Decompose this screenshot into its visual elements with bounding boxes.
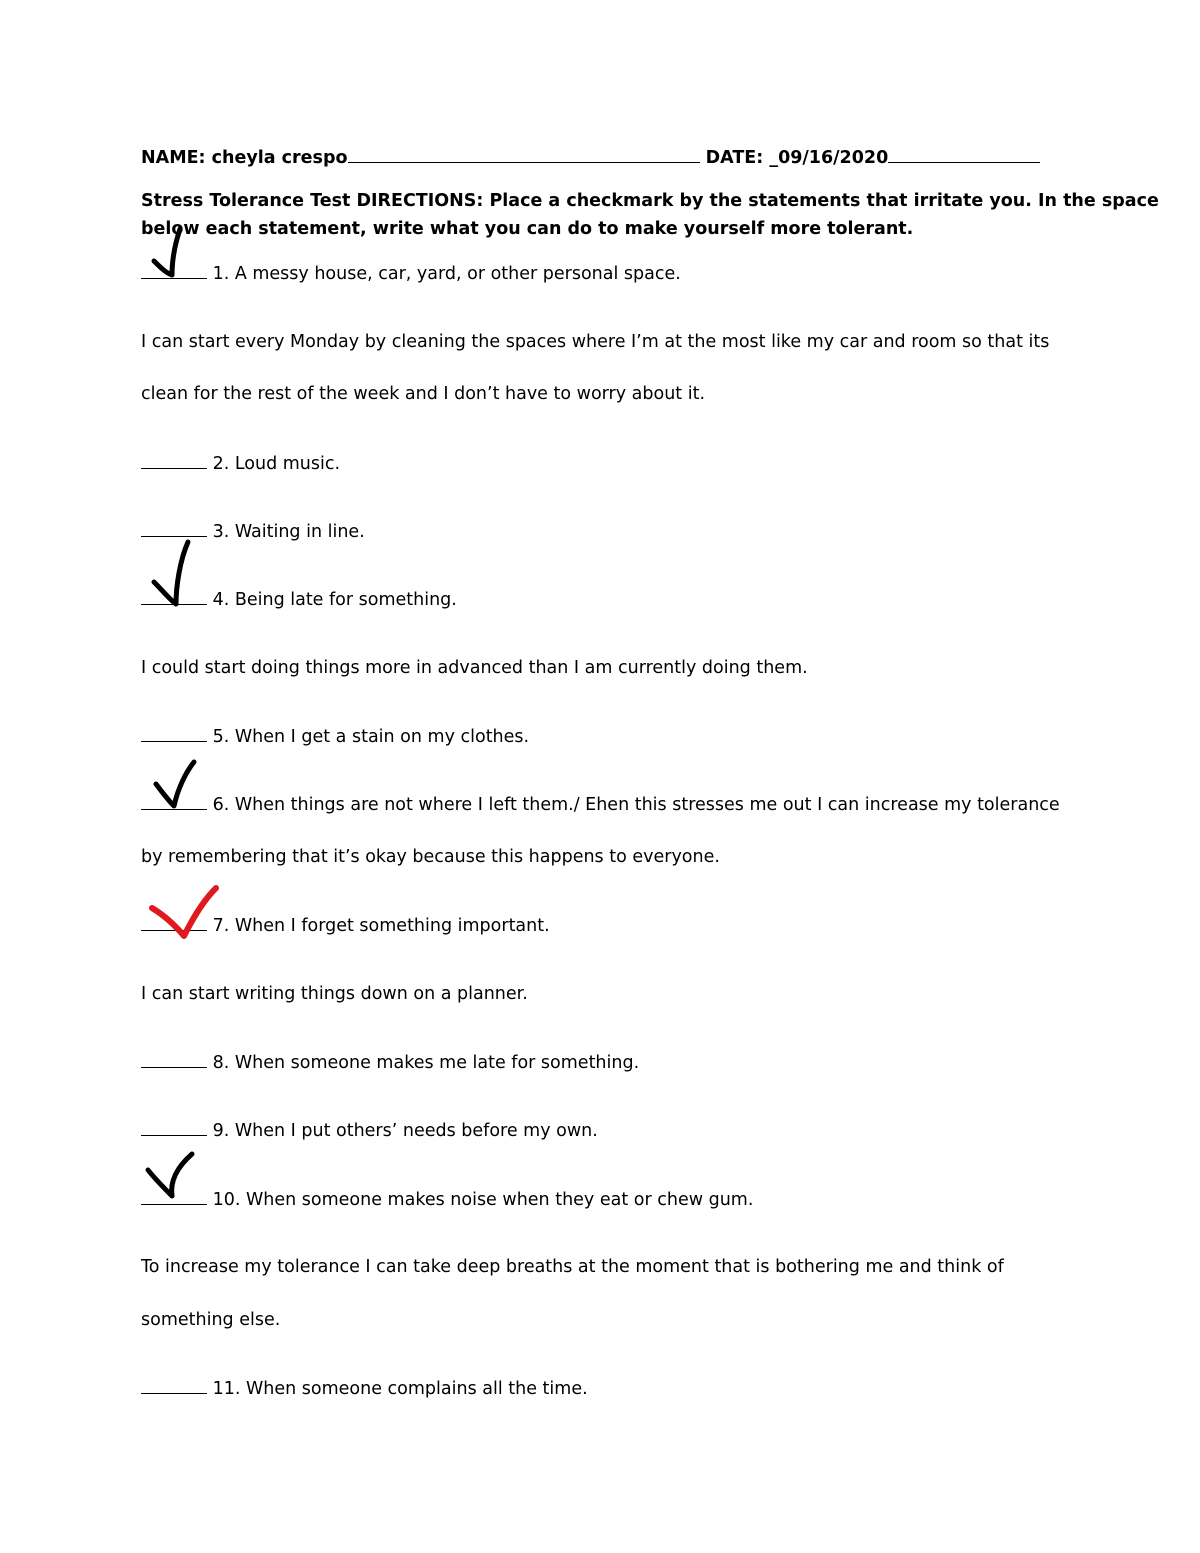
date-value[interactable]: _09/16/2020 xyxy=(769,148,889,168)
item-text: 9. When I put others’ needs before my own. xyxy=(212,1121,598,1141)
check-blank[interactable] xyxy=(141,1377,207,1394)
item-text: 7. When I forget something important. xyxy=(212,916,550,936)
item-text: 11. When someone complains all the time. xyxy=(212,1379,588,1399)
item-4 xyxy=(141,588,457,611)
date-label: DATE: xyxy=(705,148,764,168)
item-text: 6. When things are not where I left them./ Ehen this stresses me out I can increase my tolerance xyxy=(212,795,1060,815)
check-blank[interactable] xyxy=(141,588,207,605)
check-blank[interactable] xyxy=(141,520,207,537)
answer-10-line-2: something else. xyxy=(141,1310,281,1330)
name-underline xyxy=(348,146,700,163)
item-text: 8. When someone makes me late for something. xyxy=(212,1053,640,1073)
check-blank[interactable] xyxy=(141,1188,207,1205)
item-7 xyxy=(141,914,550,937)
item-11 xyxy=(141,1377,588,1400)
item-text: 1. A messy house, car, yard, or other personal space. xyxy=(212,264,681,284)
item-text: 3. Waiting in line. xyxy=(212,522,365,542)
answer-4: I could start doing things more in advanced than I am currently doing them. xyxy=(141,658,808,678)
item-text: 10. When someone makes noise when they eat or chew gum. xyxy=(212,1190,754,1210)
name-value[interactable]: cheyla crespo xyxy=(211,148,348,168)
header-line xyxy=(141,146,1040,169)
check-blank[interactable] xyxy=(141,725,207,742)
check-blank[interactable] xyxy=(141,914,207,931)
check-blank[interactable] xyxy=(141,1119,207,1136)
check-blank[interactable] xyxy=(141,452,207,469)
check-blank[interactable] xyxy=(141,793,207,810)
answer-7: I can start writing things down on a planner. xyxy=(141,984,528,1004)
answer-1-line-2: clean for the rest of the week and I don’t have to worry about it. xyxy=(141,384,706,404)
item-10 xyxy=(141,1188,753,1211)
item-text: 5. When I get a stain on my clothes. xyxy=(212,727,530,747)
item-text: 2. Loud music. xyxy=(212,454,341,474)
answer-6-continuation: by remembering that it’s okay because this happens to everyone. xyxy=(141,847,720,867)
item-2 xyxy=(141,452,340,475)
name-label: NAME: xyxy=(141,148,206,168)
item-5 xyxy=(141,725,529,748)
directions-line-1: Stress Tolerance Test DIRECTIONS: Place a checkmark by the statements that irritate you. In the space xyxy=(141,191,1159,211)
directions-line-2: below each statement, write what you can do to make yourself more tolerant. xyxy=(141,219,914,239)
item-1 xyxy=(141,262,681,285)
check-blank[interactable] xyxy=(141,262,207,279)
date-underline xyxy=(888,146,1040,163)
answer-1-line-1: I can start every Monday by cleaning the spaces where I’m at the most like my car and room so that its xyxy=(141,332,1050,352)
item-6 xyxy=(141,793,1060,816)
item-8 xyxy=(141,1051,639,1074)
answer-10-line-1: To increase my tolerance I can take deep breaths at the moment that is bothering me and think of xyxy=(141,1257,1004,1277)
item-9 xyxy=(141,1119,598,1142)
item-3 xyxy=(141,520,365,543)
item-text: 4. Being late for something. xyxy=(212,590,457,610)
check-blank[interactable] xyxy=(141,1051,207,1068)
